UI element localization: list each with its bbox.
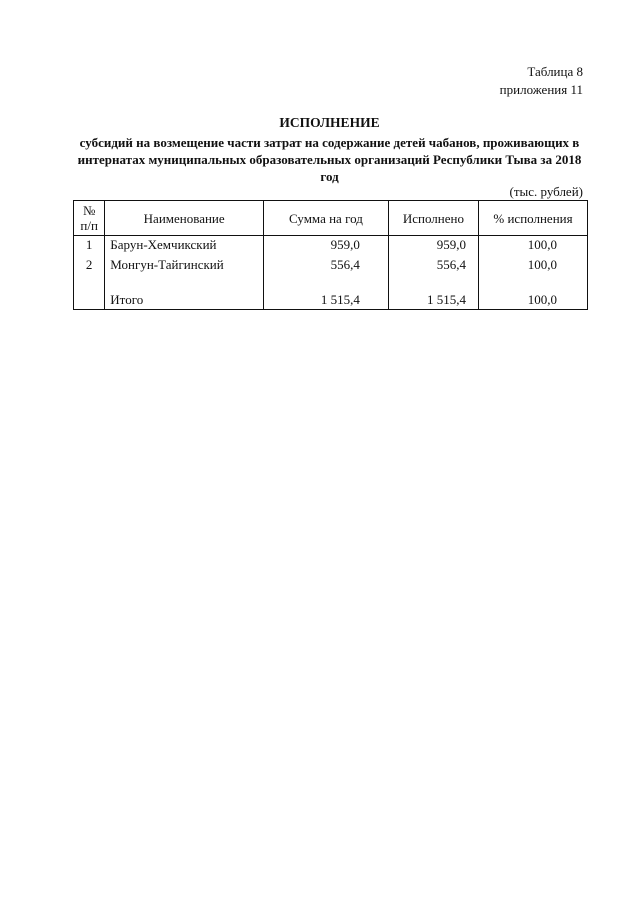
table-row — [74, 256, 588, 276]
table-number: Таблица 8 — [527, 64, 583, 79]
total-execution-percent: 100,0 — [478, 290, 587, 310]
header-annual-sum: Сумма на год — [264, 201, 389, 236]
table-header-row — [74, 201, 588, 236]
table-reference — [500, 63, 583, 99]
row-number: 1 — [74, 236, 105, 257]
document-title: ИСПОЛНЕНИЕ — [279, 115, 380, 130]
header-number: № п/п — [74, 201, 105, 236]
row-name: Монгун-Тайгинский — [105, 256, 264, 276]
document-subtitle: субсидий на возмещение части затрат на содержание детей чабанов, проживающих в интернатах муниципальных образовательных организаций Республики Тыва за 2018 год — [77, 135, 582, 184]
row-execution-percent: 100,0 — [478, 236, 587, 257]
row-execution-percent: 100,0 — [478, 256, 587, 276]
table-spacer-row — [74, 276, 588, 290]
header-name: Наименование — [105, 201, 264, 236]
row-annual-sum: 556,4 — [264, 256, 389, 276]
total-label: Итого — [105, 290, 264, 310]
total-executed: 1 515,4 — [388, 290, 478, 310]
header-executed: Исполнено — [388, 201, 478, 236]
units-note: (тыс. рублей) — [509, 184, 583, 199]
row-number: 2 — [74, 256, 105, 276]
header-execution-percent: % исполнения — [478, 201, 587, 236]
row-annual-sum: 959,0 — [264, 236, 389, 257]
total-number — [74, 290, 105, 310]
row-executed: 959,0 — [388, 236, 478, 257]
table-total-row — [74, 290, 588, 310]
appendix-reference: приложения 11 — [499, 82, 583, 97]
row-name: Барун-Хемчикский — [105, 236, 264, 257]
table-row — [74, 236, 588, 257]
execution-table — [73, 200, 588, 310]
row-executed: 556,4 — [388, 256, 478, 276]
total-annual-sum: 1 515,4 — [264, 290, 389, 310]
document-heading — [72, 114, 587, 185]
